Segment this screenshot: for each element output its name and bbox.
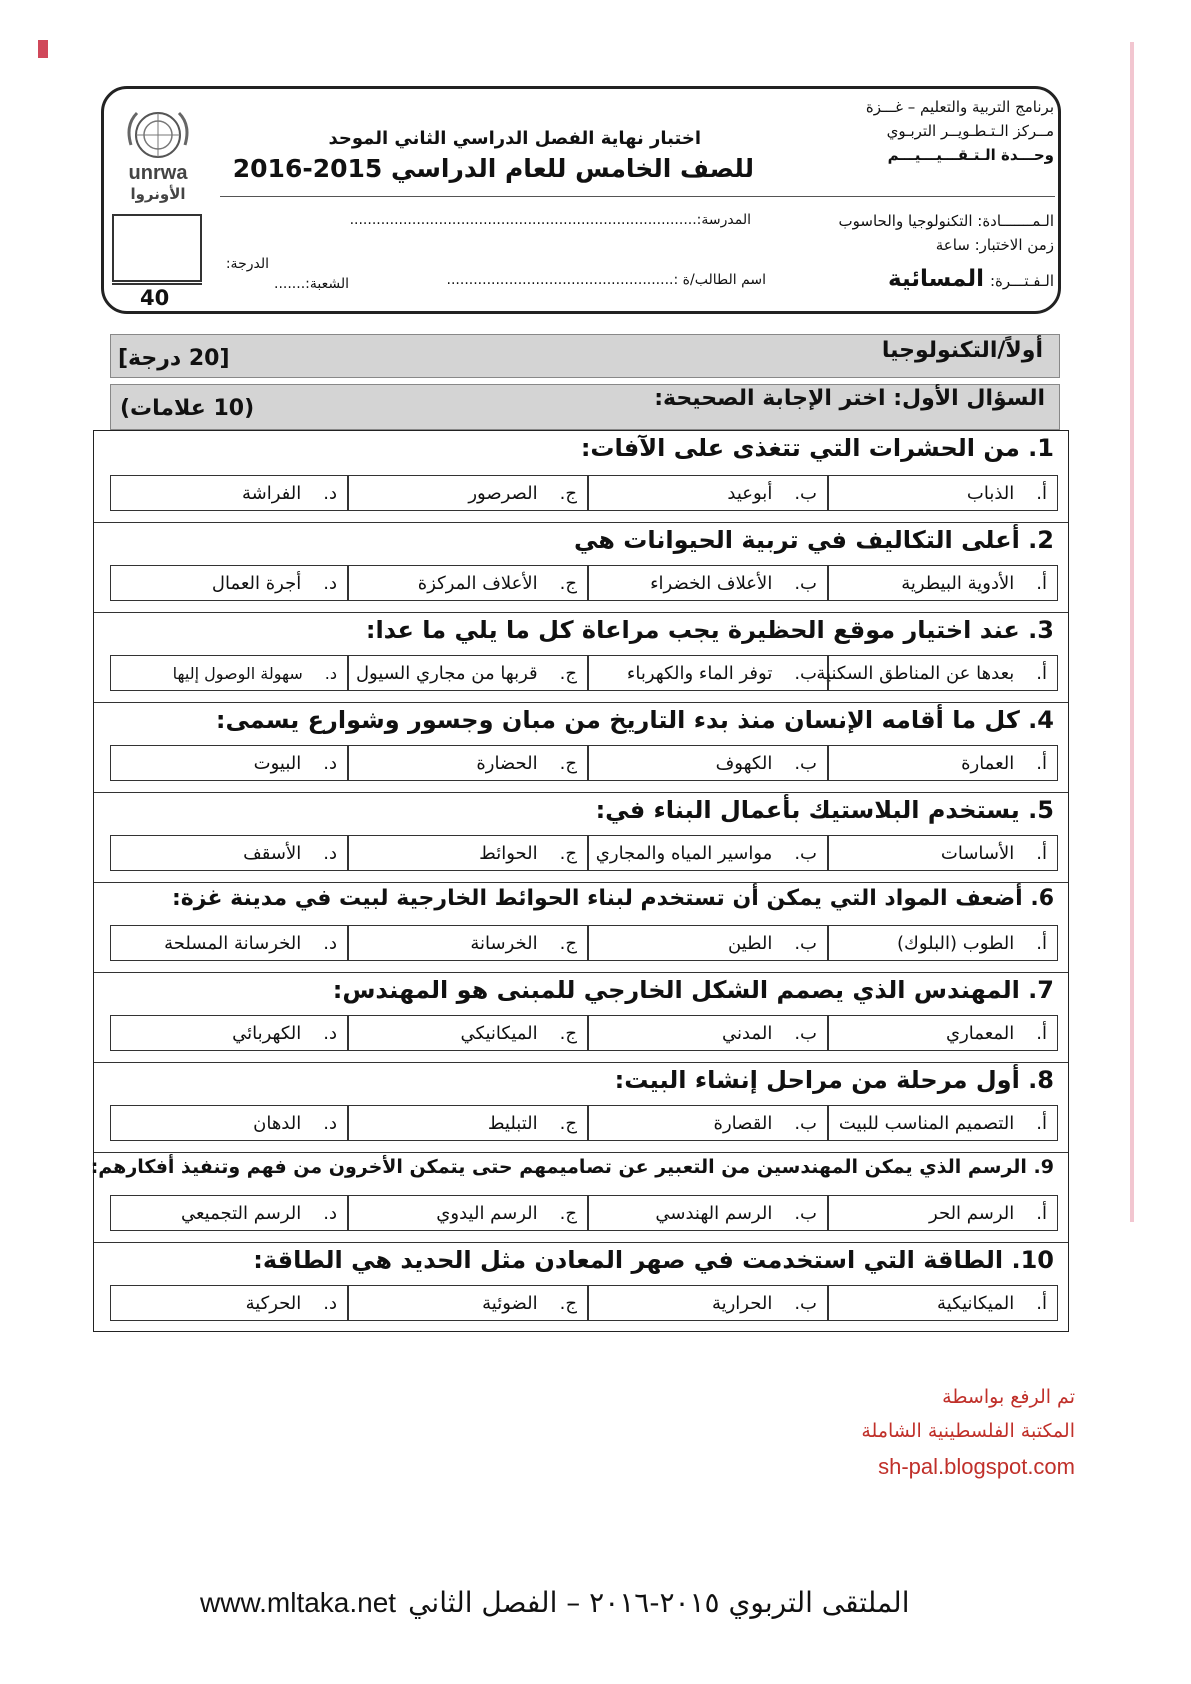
score-divider xyxy=(112,283,202,285)
option-mark: أ. xyxy=(1036,1022,1047,1044)
question-row xyxy=(94,1063,1068,1153)
option-c[interactable] xyxy=(348,565,588,601)
option-d[interactable] xyxy=(110,1015,348,1051)
option-text: العمارة xyxy=(961,752,1015,774)
option-c[interactable] xyxy=(348,925,588,961)
option-text: القصارة xyxy=(713,1112,773,1134)
option-mark: ج. xyxy=(559,1202,577,1224)
student-name-field: اسم الطالب/ة :................................................... xyxy=(446,272,766,288)
question-row xyxy=(94,1243,1068,1331)
option-text: أبوعيد xyxy=(727,482,773,504)
option-mark: ب. xyxy=(794,932,817,954)
option-c[interactable] xyxy=(348,1015,588,1051)
option-text: الأدوية البيطرية xyxy=(901,572,1015,594)
option-d[interactable] xyxy=(110,925,348,961)
option-text: الذباب xyxy=(966,482,1015,504)
option-text: الأعلاف الخضراء xyxy=(650,572,773,594)
scan-mark-right xyxy=(1130,42,1160,1222)
option-c[interactable] xyxy=(348,835,588,871)
option-a[interactable] xyxy=(828,565,1058,601)
option-mark: ب. xyxy=(794,1112,817,1134)
option-a[interactable] xyxy=(828,1285,1058,1321)
option-text: الحركية xyxy=(245,1292,302,1314)
option-mark: ج. xyxy=(559,1292,577,1314)
option-c[interactable] xyxy=(348,745,588,781)
option-text: الضوئية xyxy=(482,1292,538,1314)
option-text: الخرسانة xyxy=(470,932,538,954)
svg-text:unrwa: unrwa xyxy=(128,162,188,184)
option-mark: د. xyxy=(324,663,337,683)
option-text: الحضارة xyxy=(476,752,538,774)
option-text: الأساسات xyxy=(940,842,1015,864)
scan-mark-left xyxy=(38,40,48,58)
footer-text: الملتقى التربوي ٢٠١٥-٢٠١٦ – الفصل الثاني xyxy=(408,1586,910,1619)
option-mark: أ. xyxy=(1036,662,1047,684)
option-b[interactable] xyxy=(588,1285,828,1321)
options-row xyxy=(110,745,1058,781)
option-mark: أ. xyxy=(1036,842,1047,864)
option-mark: ب. xyxy=(794,662,817,684)
org-line-3: وحـــدة الـتـقـــيـــيـــم xyxy=(887,146,1054,164)
option-d[interactable] xyxy=(110,655,348,691)
marks-label: (10 علامات) xyxy=(120,396,255,421)
option-text: الرسم اليدوي xyxy=(436,1202,538,1224)
question-row xyxy=(94,973,1068,1063)
option-d[interactable] xyxy=(110,835,348,871)
option-mark: أ. xyxy=(1036,1202,1047,1224)
options-row xyxy=(110,475,1058,511)
option-a[interactable] xyxy=(828,1015,1058,1051)
option-text: الطوب (البلوك) xyxy=(896,932,1015,954)
question-row xyxy=(94,703,1068,793)
org-line-2: مــركز الـتـطـويــر التربـوي xyxy=(886,122,1054,140)
option-text: الرسم الهندسي xyxy=(655,1202,773,1224)
option-mark: ب. xyxy=(794,1292,817,1314)
upload-credit-line2: المكتبة الفلسطينية الشاملة xyxy=(861,1420,1075,1442)
option-text: الحرارية xyxy=(711,1292,773,1314)
option-text: الرسم الحر xyxy=(929,1202,1015,1224)
options-row xyxy=(110,565,1058,601)
option-a[interactable] xyxy=(828,835,1058,871)
option-text: الميكانيكية xyxy=(937,1292,1015,1314)
option-mark: ج. xyxy=(559,1112,577,1134)
option-b[interactable] xyxy=(588,655,828,691)
subject-field: الـمـــــــادة: التكنولوجيا والحاسوب xyxy=(838,212,1054,230)
school-field: المدرسة:.............................................................................. xyxy=(349,212,751,228)
option-c[interactable] xyxy=(348,1285,588,1321)
option-mark: د. xyxy=(323,1112,337,1134)
section-title: أولاً/التكنولوجيا xyxy=(881,338,1043,363)
option-b[interactable] xyxy=(588,475,828,511)
option-a[interactable] xyxy=(816,655,1058,691)
question-text: 10. الطاقة التي استخدمت في صهر المعادن مثل الحديد هي الطاقة: xyxy=(253,1246,1054,1274)
option-b[interactable] xyxy=(588,1195,828,1231)
header-divider xyxy=(220,196,1055,197)
option-mark: أ. xyxy=(1036,1112,1047,1134)
question-text: 2. أعلى التكاليف في تربية الحيوانات هي xyxy=(573,526,1054,554)
option-mark: ب. xyxy=(794,572,817,594)
option-c[interactable] xyxy=(348,475,588,511)
question-text: 9. الرسم الذي يمكن المهندسين من التعبير عن تصاميمهم حتى يتمكن الأخرون من فهم وتنفيذ أفكارهم: xyxy=(90,1156,1054,1178)
option-b[interactable] xyxy=(588,1015,828,1051)
option-mark: ب. xyxy=(794,1202,817,1224)
option-mark: أ. xyxy=(1036,752,1047,774)
question-text: 4. كل ما أقامه الإنسان منذ بدء التاريخ من مبان وجسور وشوارع يسمى: xyxy=(215,706,1054,734)
option-mark: د. xyxy=(323,1202,337,1224)
option-mark: أ. xyxy=(1036,572,1047,594)
question-row xyxy=(90,1153,1068,1243)
question-text: 5. يستخدم البلاستيك بأعمال البناء في: xyxy=(595,796,1054,824)
option-mark: أ. xyxy=(1036,932,1047,954)
option-mark: ج. xyxy=(559,752,577,774)
option-d[interactable] xyxy=(110,1195,348,1231)
question-row xyxy=(94,613,1068,703)
options-row xyxy=(110,1105,1058,1141)
option-text: الخرسانة المسلحة xyxy=(164,932,302,954)
option-a[interactable] xyxy=(828,745,1058,781)
options-row xyxy=(110,1195,1058,1231)
option-text: الكهربائي xyxy=(232,1022,302,1044)
option-c[interactable] xyxy=(348,655,588,691)
option-a[interactable] xyxy=(828,1195,1058,1231)
options-row xyxy=(110,1015,1058,1051)
org-line-1: برنامج التربية والتعليم – غـــزة xyxy=(865,98,1054,116)
option-text: الفراشة xyxy=(241,482,302,504)
options-row xyxy=(110,925,1058,961)
option-text: الطين xyxy=(727,932,773,954)
duration-field: زمن الاختبار: ساعة xyxy=(935,236,1054,254)
option-text: الصرصور xyxy=(468,482,538,504)
option-mark: د. xyxy=(323,842,337,864)
option-text: الأعلاف المركزة xyxy=(417,572,538,594)
option-mark: د. xyxy=(323,1292,337,1314)
option-text: قربها من مجاري السيول xyxy=(355,662,538,684)
questions-table xyxy=(90,430,1069,1332)
option-text: الكهوف xyxy=(715,752,773,774)
question-text: 7. المهندس الذي يصمم الشكل الخارجي للمبنى هو المهندس: xyxy=(332,976,1054,1004)
option-mark: ج. xyxy=(559,572,577,594)
option-b[interactable] xyxy=(588,1105,828,1141)
option-d[interactable] xyxy=(110,475,348,511)
option-mark: ب. xyxy=(794,482,817,504)
option-text: توفر الماء والكهرباء xyxy=(626,662,773,684)
period-value: المسائية xyxy=(888,266,984,292)
total-score: 40 xyxy=(140,286,170,310)
option-mark: د. xyxy=(323,482,337,504)
option-b[interactable] xyxy=(588,745,828,781)
option-a[interactable] xyxy=(828,475,1058,511)
class-year: للصف الخامس للعام الدراسي 2015-2016 xyxy=(232,154,754,183)
option-text: الرسم التجميعي xyxy=(180,1202,302,1224)
question-text: 3. عند اختيار موقع الحظيرة يجب مراعاة كل ما يلي ما عدا: xyxy=(365,616,1054,644)
option-text: الأسقف xyxy=(243,842,302,864)
section-field: الشعبة:....... xyxy=(274,276,349,292)
options-row xyxy=(110,835,1058,871)
option-d[interactable] xyxy=(110,1285,348,1321)
options-row xyxy=(110,655,1058,691)
option-text: أجرة العمال xyxy=(211,572,302,594)
option-text: سهولة الوصول إليها xyxy=(172,663,303,683)
footer xyxy=(200,1586,1000,1619)
exam-title: اختبار نهاية الفصل الدراسي الثاني الموحد xyxy=(328,128,701,149)
svg-text:الأونروا: الأونروا xyxy=(130,185,186,203)
upload-credit-line1: تم الرفع بواسطة xyxy=(942,1386,1075,1408)
option-text: البيوت xyxy=(253,752,302,774)
option-mark: ب. xyxy=(794,1022,817,1044)
option-text: مواسير المياه والمجاري xyxy=(595,842,773,864)
option-mark: ب. xyxy=(794,752,817,774)
option-mark: د. xyxy=(323,932,337,954)
question-label: السؤال الأول: اختر الإجابة الصحيحة: xyxy=(654,386,1045,411)
option-mark: ج. xyxy=(559,482,577,504)
option-mark: د. xyxy=(323,752,337,774)
score-box xyxy=(112,214,202,282)
option-text: الدهان xyxy=(253,1112,302,1134)
option-c[interactable] xyxy=(348,1105,588,1141)
options-row xyxy=(110,1285,1058,1321)
option-mark: د. xyxy=(323,1022,337,1044)
period-label: الـفـتـــرة: xyxy=(989,272,1054,290)
option-mark: أ. xyxy=(1036,482,1047,504)
option-text: التبليط xyxy=(487,1112,538,1134)
question-text: 6. أضعف المواد التي يمكن أن تستخدم لبناء الحوائط الخارجية لبيت في مدينة غزة: xyxy=(172,886,1054,911)
option-b[interactable] xyxy=(588,565,828,601)
unrwa-logo xyxy=(115,105,201,205)
option-d[interactable] xyxy=(110,1105,348,1141)
option-mark: ج. xyxy=(559,842,577,864)
option-a[interactable] xyxy=(828,1105,1058,1141)
option-mark: ب. xyxy=(794,842,817,864)
question-row xyxy=(94,883,1068,973)
option-mark: ج. xyxy=(559,1022,577,1044)
question-row xyxy=(94,523,1068,613)
section-points: [20 درجة] xyxy=(118,346,230,371)
option-text: الحوائط xyxy=(479,842,538,864)
option-mark: أ. xyxy=(1036,1292,1047,1314)
option-mark: ج. xyxy=(559,662,577,684)
option-b[interactable] xyxy=(588,835,828,871)
option-mark: د. xyxy=(323,572,337,594)
option-a[interactable] xyxy=(828,925,1058,961)
option-text: بعدها عن المناطق السكنية xyxy=(816,662,1015,684)
option-text: الميكانيكي xyxy=(460,1022,538,1044)
option-d[interactable] xyxy=(110,565,348,601)
question-row xyxy=(94,793,1068,883)
question-text: 8. أول مرحلة من مراحل إنشاء البيت: xyxy=(614,1066,1054,1094)
option-d[interactable] xyxy=(110,745,348,781)
question-text: 1. من الحشرات التي تتغذى على الآفات: xyxy=(580,434,1054,462)
option-text: المعماري xyxy=(946,1022,1015,1044)
question-row xyxy=(94,431,1068,523)
grade-label: الدرجة: xyxy=(225,256,269,272)
option-c[interactable] xyxy=(348,1195,588,1231)
footer-url[interactable]: www.mltaka.net xyxy=(200,1587,397,1618)
option-mark: ج. xyxy=(559,932,577,954)
upload-credit-url[interactable]: sh-pal.blogspot.com xyxy=(878,1454,1075,1479)
period-row xyxy=(888,266,1054,292)
option-text: التصميم المناسب للبيت xyxy=(838,1112,1015,1134)
option-text: المدني xyxy=(721,1022,773,1044)
option-b[interactable] xyxy=(588,925,828,961)
